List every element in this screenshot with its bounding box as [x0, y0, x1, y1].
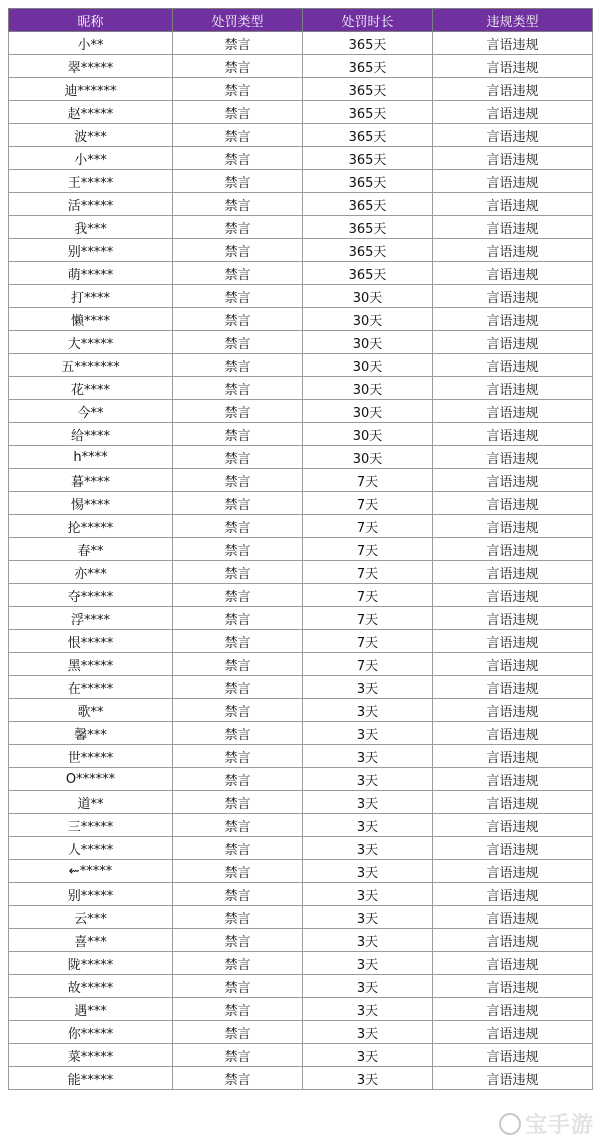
cell-violation-type: 言语违规 — [433, 400, 593, 423]
cell-penalty-duration: 3天 — [303, 1021, 433, 1044]
cell-violation-type: 言语违规 — [433, 814, 593, 837]
table-row — [9, 446, 593, 469]
cell-penalty-duration: 3天 — [303, 722, 433, 745]
table-row — [9, 55, 593, 78]
cell-penalty-duration: 3天 — [303, 768, 433, 791]
table-row — [9, 78, 593, 101]
cell-penalty-type: 禁言 — [173, 308, 303, 331]
cell-violation-type: 言语违规 — [433, 354, 593, 377]
cell-penalty-type: 禁言 — [173, 1067, 303, 1090]
column-header-penalty-type: 处罚类型 — [173, 9, 303, 32]
table-row — [9, 883, 593, 906]
cell-penalty-duration: 3天 — [303, 906, 433, 929]
cell-violation-type: 言语违规 — [433, 791, 593, 814]
cell-nickname: 小*** — [9, 147, 173, 170]
cell-nickname: 暮**** — [9, 469, 173, 492]
cell-penalty-type: 禁言 — [173, 538, 303, 561]
cell-penalty-duration: 7天 — [303, 653, 433, 676]
cell-nickname: 歌** — [9, 699, 173, 722]
cell-nickname: 恨***** — [9, 630, 173, 653]
cell-nickname: 云*** — [9, 906, 173, 929]
cell-penalty-duration: 3天 — [303, 998, 433, 1021]
cell-nickname: 三***** — [9, 814, 173, 837]
table-row — [9, 285, 593, 308]
column-header-nickname: 昵称 — [9, 9, 173, 32]
cell-nickname: 大***** — [9, 331, 173, 354]
cell-penalty-duration: 30天 — [303, 400, 433, 423]
cell-penalty-duration: 7天 — [303, 630, 433, 653]
cell-nickname: 翠***** — [9, 55, 173, 78]
cell-nickname: 别***** — [9, 239, 173, 262]
column-header-penalty-duration: 处罚时长 — [303, 9, 433, 32]
cell-nickname: 陇***** — [9, 952, 173, 975]
cell-penalty-duration: 365天 — [303, 78, 433, 101]
cell-penalty-duration: 3天 — [303, 883, 433, 906]
cell-violation-type: 言语违规 — [433, 1067, 593, 1090]
cell-penalty-duration: 365天 — [303, 55, 433, 78]
cell-nickname: 懒**** — [9, 308, 173, 331]
cell-penalty-type: 禁言 — [173, 630, 303, 653]
cell-nickname: 菜***** — [9, 1044, 173, 1067]
cell-violation-type: 言语违规 — [433, 998, 593, 1021]
cell-penalty-type: 禁言 — [173, 331, 303, 354]
cell-nickname: 喜*** — [9, 929, 173, 952]
cell-penalty-duration: 365天 — [303, 193, 433, 216]
cell-penalty-type: 禁言 — [173, 446, 303, 469]
cell-violation-type: 言语违规 — [433, 1044, 593, 1067]
cell-penalty-duration: 3天 — [303, 860, 433, 883]
cell-penalty-type: 禁言 — [173, 952, 303, 975]
cell-nickname: 黑***** — [9, 653, 173, 676]
cell-penalty-type: 禁言 — [173, 78, 303, 101]
cell-penalty-duration: 365天 — [303, 239, 433, 262]
cell-penalty-duration: 3天 — [303, 1067, 433, 1090]
cell-nickname: 赵***** — [9, 101, 173, 124]
cell-penalty-type: 禁言 — [173, 929, 303, 952]
cell-penalty-duration: 3天 — [303, 837, 433, 860]
cell-violation-type: 言语违规 — [433, 584, 593, 607]
table-row — [9, 515, 593, 538]
cell-nickname: 给**** — [9, 423, 173, 446]
cell-violation-type: 言语违规 — [433, 1021, 593, 1044]
cell-penalty-type: 禁言 — [173, 1044, 303, 1067]
cell-penalty-duration: 30天 — [303, 285, 433, 308]
cell-violation-type: 言语违规 — [433, 607, 593, 630]
cell-penalty-duration: 7天 — [303, 561, 433, 584]
cell-violation-type: 言语违规 — [433, 538, 593, 561]
table-row — [9, 1021, 593, 1044]
cell-violation-type: 言语违规 — [433, 147, 593, 170]
table-row — [9, 561, 593, 584]
table-row — [9, 768, 593, 791]
cell-violation-type: 言语违规 — [433, 630, 593, 653]
table-row — [9, 469, 593, 492]
cell-nickname: 活***** — [9, 193, 173, 216]
cell-nickname: 人***** — [9, 837, 173, 860]
table-row — [9, 423, 593, 446]
table-row — [9, 101, 593, 124]
table-row — [9, 584, 593, 607]
cell-penalty-duration: 7天 — [303, 538, 433, 561]
cell-penalty-type: 禁言 — [173, 400, 303, 423]
cell-violation-type: 言语违规 — [433, 377, 593, 400]
cell-penalty-type: 禁言 — [173, 515, 303, 538]
cell-nickname: 世***** — [9, 745, 173, 768]
cell-violation-type: 言语违规 — [433, 975, 593, 998]
watermark-logo-icon — [499, 1113, 521, 1135]
cell-nickname: 我*** — [9, 216, 173, 239]
table-row — [9, 975, 593, 998]
cell-nickname: O****** — [9, 768, 173, 791]
cell-nickname: 春** — [9, 538, 173, 561]
table-row — [9, 377, 593, 400]
table-row — [9, 676, 593, 699]
cell-violation-type: 言语违规 — [433, 216, 593, 239]
cell-penalty-duration: 30天 — [303, 446, 433, 469]
cell-violation-type: 言语违规 — [433, 906, 593, 929]
cell-violation-type: 言语违规 — [433, 239, 593, 262]
cell-penalty-duration: 3天 — [303, 814, 433, 837]
cell-penalty-type: 禁言 — [173, 607, 303, 630]
cell-penalty-type: 禁言 — [173, 584, 303, 607]
cell-violation-type: 言语违规 — [433, 561, 593, 584]
cell-penalty-duration: 30天 — [303, 331, 433, 354]
cell-violation-type: 言语违规 — [433, 32, 593, 55]
table-row — [9, 699, 593, 722]
cell-violation-type: 言语违规 — [433, 101, 593, 124]
cell-nickname: 波*** — [9, 124, 173, 147]
table-row — [9, 998, 593, 1021]
cell-penalty-type: 禁言 — [173, 262, 303, 285]
cell-penalty-type: 禁言 — [173, 147, 303, 170]
cell-penalty-duration: 3天 — [303, 952, 433, 975]
cell-penalty-type: 禁言 — [173, 492, 303, 515]
cell-nickname: 萌***** — [9, 262, 173, 285]
cell-violation-type: 言语违规 — [433, 952, 593, 975]
cell-penalty-duration: 7天 — [303, 607, 433, 630]
table-row — [9, 929, 593, 952]
table-row — [9, 814, 593, 837]
cell-penalty-type: 禁言 — [173, 975, 303, 998]
cell-nickname: 别***** — [9, 883, 173, 906]
cell-penalty-duration: 30天 — [303, 308, 433, 331]
cell-violation-type: 言语违规 — [433, 285, 593, 308]
cell-nickname: 在***** — [9, 676, 173, 699]
cell-violation-type: 言语违规 — [433, 469, 593, 492]
table-row — [9, 170, 593, 193]
cell-nickname: 夺***** — [9, 584, 173, 607]
table-row — [9, 837, 593, 860]
cell-nickname: 五******* — [9, 354, 173, 377]
table-row — [9, 147, 593, 170]
table-row — [9, 952, 593, 975]
table-row — [9, 906, 593, 929]
cell-violation-type: 言语违规 — [433, 492, 593, 515]
cell-nickname: 王***** — [9, 170, 173, 193]
table-row — [9, 193, 593, 216]
cell-penalty-type: 禁言 — [173, 55, 303, 78]
table-row — [9, 492, 593, 515]
cell-violation-type: 言语违规 — [433, 883, 593, 906]
cell-penalty-type: 禁言 — [173, 791, 303, 814]
cell-nickname: 打**** — [9, 285, 173, 308]
watermark-text: 宝手游 — [524, 1113, 594, 1138]
cell-penalty-type: 禁言 — [173, 423, 303, 446]
cell-penalty-type: 禁言 — [173, 101, 303, 124]
cell-penalty-type: 禁言 — [173, 883, 303, 906]
cell-penalty-duration: 3天 — [303, 676, 433, 699]
cell-penalty-type: 禁言 — [173, 193, 303, 216]
table-row — [9, 1044, 593, 1067]
cell-nickname: ⇜***** — [9, 860, 173, 883]
cell-nickname: 馨*** — [9, 722, 173, 745]
table-row — [9, 791, 593, 814]
cell-penalty-type: 禁言 — [173, 998, 303, 1021]
cell-violation-type: 言语违规 — [433, 929, 593, 952]
table-row — [9, 331, 593, 354]
table-row — [9, 745, 593, 768]
cell-penalty-type: 禁言 — [173, 906, 303, 929]
table-row — [9, 860, 593, 883]
cell-penalty-type: 禁言 — [173, 469, 303, 492]
cell-violation-type: 言语违规 — [433, 653, 593, 676]
cell-violation-type: 言语违规 — [433, 308, 593, 331]
cell-penalty-type: 禁言 — [173, 239, 303, 262]
cell-nickname: 惕**** — [9, 492, 173, 515]
cell-violation-type: 言语违规 — [433, 745, 593, 768]
cell-penalty-type: 禁言 — [173, 354, 303, 377]
cell-penalty-type: 禁言 — [173, 768, 303, 791]
cell-penalty-type: 禁言 — [173, 285, 303, 308]
cell-penalty-duration: 3天 — [303, 929, 433, 952]
cell-penalty-type: 禁言 — [173, 745, 303, 768]
table-row — [9, 722, 593, 745]
cell-penalty-duration: 365天 — [303, 32, 433, 55]
cell-penalty-duration: 3天 — [303, 745, 433, 768]
column-header-violation-type: 违规类型 — [433, 9, 593, 32]
cell-violation-type: 言语违规 — [433, 331, 593, 354]
cell-violation-type: 言语违规 — [433, 262, 593, 285]
cell-penalty-duration: 3天 — [303, 1044, 433, 1067]
cell-nickname: h**** — [9, 446, 173, 469]
cell-penalty-duration: 3天 — [303, 975, 433, 998]
cell-nickname: 迪****** — [9, 78, 173, 101]
cell-violation-type: 言语违规 — [433, 193, 593, 216]
cell-penalty-duration: 3天 — [303, 791, 433, 814]
cell-nickname: 遇*** — [9, 998, 173, 1021]
cell-violation-type: 言语违规 — [433, 423, 593, 446]
table-row — [9, 538, 593, 561]
cell-nickname: 你***** — [9, 1021, 173, 1044]
cell-penalty-duration: 30天 — [303, 377, 433, 400]
table-row — [9, 308, 593, 331]
cell-penalty-type: 禁言 — [173, 124, 303, 147]
cell-penalty-duration: 365天 — [303, 124, 433, 147]
table-row — [9, 1067, 593, 1090]
cell-penalty-duration: 365天 — [303, 170, 433, 193]
table-row — [9, 630, 593, 653]
table-row — [9, 400, 593, 423]
cell-penalty-duration: 30天 — [303, 423, 433, 446]
cell-penalty-duration: 7天 — [303, 492, 433, 515]
table-row — [9, 216, 593, 239]
cell-violation-type: 言语违规 — [433, 515, 593, 538]
cell-violation-type: 言语违规 — [433, 768, 593, 791]
cell-penalty-type: 禁言 — [173, 1021, 303, 1044]
cell-penalty-duration: 7天 — [303, 515, 433, 538]
cell-nickname: 故***** — [9, 975, 173, 998]
cell-penalty-duration: 365天 — [303, 216, 433, 239]
cell-nickname: 花**** — [9, 377, 173, 400]
cell-violation-type: 言语违规 — [433, 55, 593, 78]
table-row — [9, 32, 593, 55]
cell-violation-type: 言语违规 — [433, 446, 593, 469]
cell-penalty-duration: 365天 — [303, 147, 433, 170]
cell-penalty-duration: 7天 — [303, 584, 433, 607]
cell-violation-type: 言语违规 — [433, 837, 593, 860]
cell-penalty-duration: 365天 — [303, 262, 433, 285]
table-header-row — [9, 9, 593, 32]
table-row — [9, 124, 593, 147]
cell-penalty-duration: 30天 — [303, 354, 433, 377]
cell-nickname: 小** — [9, 32, 173, 55]
cell-violation-type: 言语违规 — [433, 722, 593, 745]
penalty-table — [8, 8, 593, 1090]
table-row — [9, 354, 593, 377]
cell-violation-type: 言语违规 — [433, 676, 593, 699]
cell-penalty-type: 禁言 — [173, 32, 303, 55]
cell-nickname: 今** — [9, 400, 173, 423]
cell-nickname: 浮**** — [9, 607, 173, 630]
watermark — [499, 1108, 594, 1139]
cell-penalty-type: 禁言 — [173, 170, 303, 193]
cell-penalty-type: 禁言 — [173, 860, 303, 883]
cell-nickname: 抡***** — [9, 515, 173, 538]
cell-violation-type: 言语违规 — [433, 78, 593, 101]
cell-penalty-duration: 3天 — [303, 699, 433, 722]
cell-nickname: 道** — [9, 791, 173, 814]
cell-nickname: 能***** — [9, 1067, 173, 1090]
cell-penalty-type: 禁言 — [173, 814, 303, 837]
table-row — [9, 653, 593, 676]
cell-penalty-type: 禁言 — [173, 699, 303, 722]
table-row — [9, 607, 593, 630]
table-row — [9, 239, 593, 262]
cell-violation-type: 言语违规 — [433, 124, 593, 147]
cell-violation-type: 言语违规 — [433, 699, 593, 722]
cell-violation-type: 言语违规 — [433, 860, 593, 883]
cell-penalty-type: 禁言 — [173, 216, 303, 239]
cell-penalty-type: 禁言 — [173, 676, 303, 699]
cell-nickname: 亦*** — [9, 561, 173, 584]
cell-penalty-duration: 365天 — [303, 101, 433, 124]
table-row — [9, 262, 593, 285]
cell-penalty-type: 禁言 — [173, 561, 303, 584]
cell-penalty-type: 禁言 — [173, 837, 303, 860]
cell-violation-type: 言语违规 — [433, 170, 593, 193]
cell-penalty-duration: 7天 — [303, 469, 433, 492]
cell-penalty-type: 禁言 — [173, 653, 303, 676]
cell-penalty-type: 禁言 — [173, 722, 303, 745]
cell-penalty-type: 禁言 — [173, 377, 303, 400]
